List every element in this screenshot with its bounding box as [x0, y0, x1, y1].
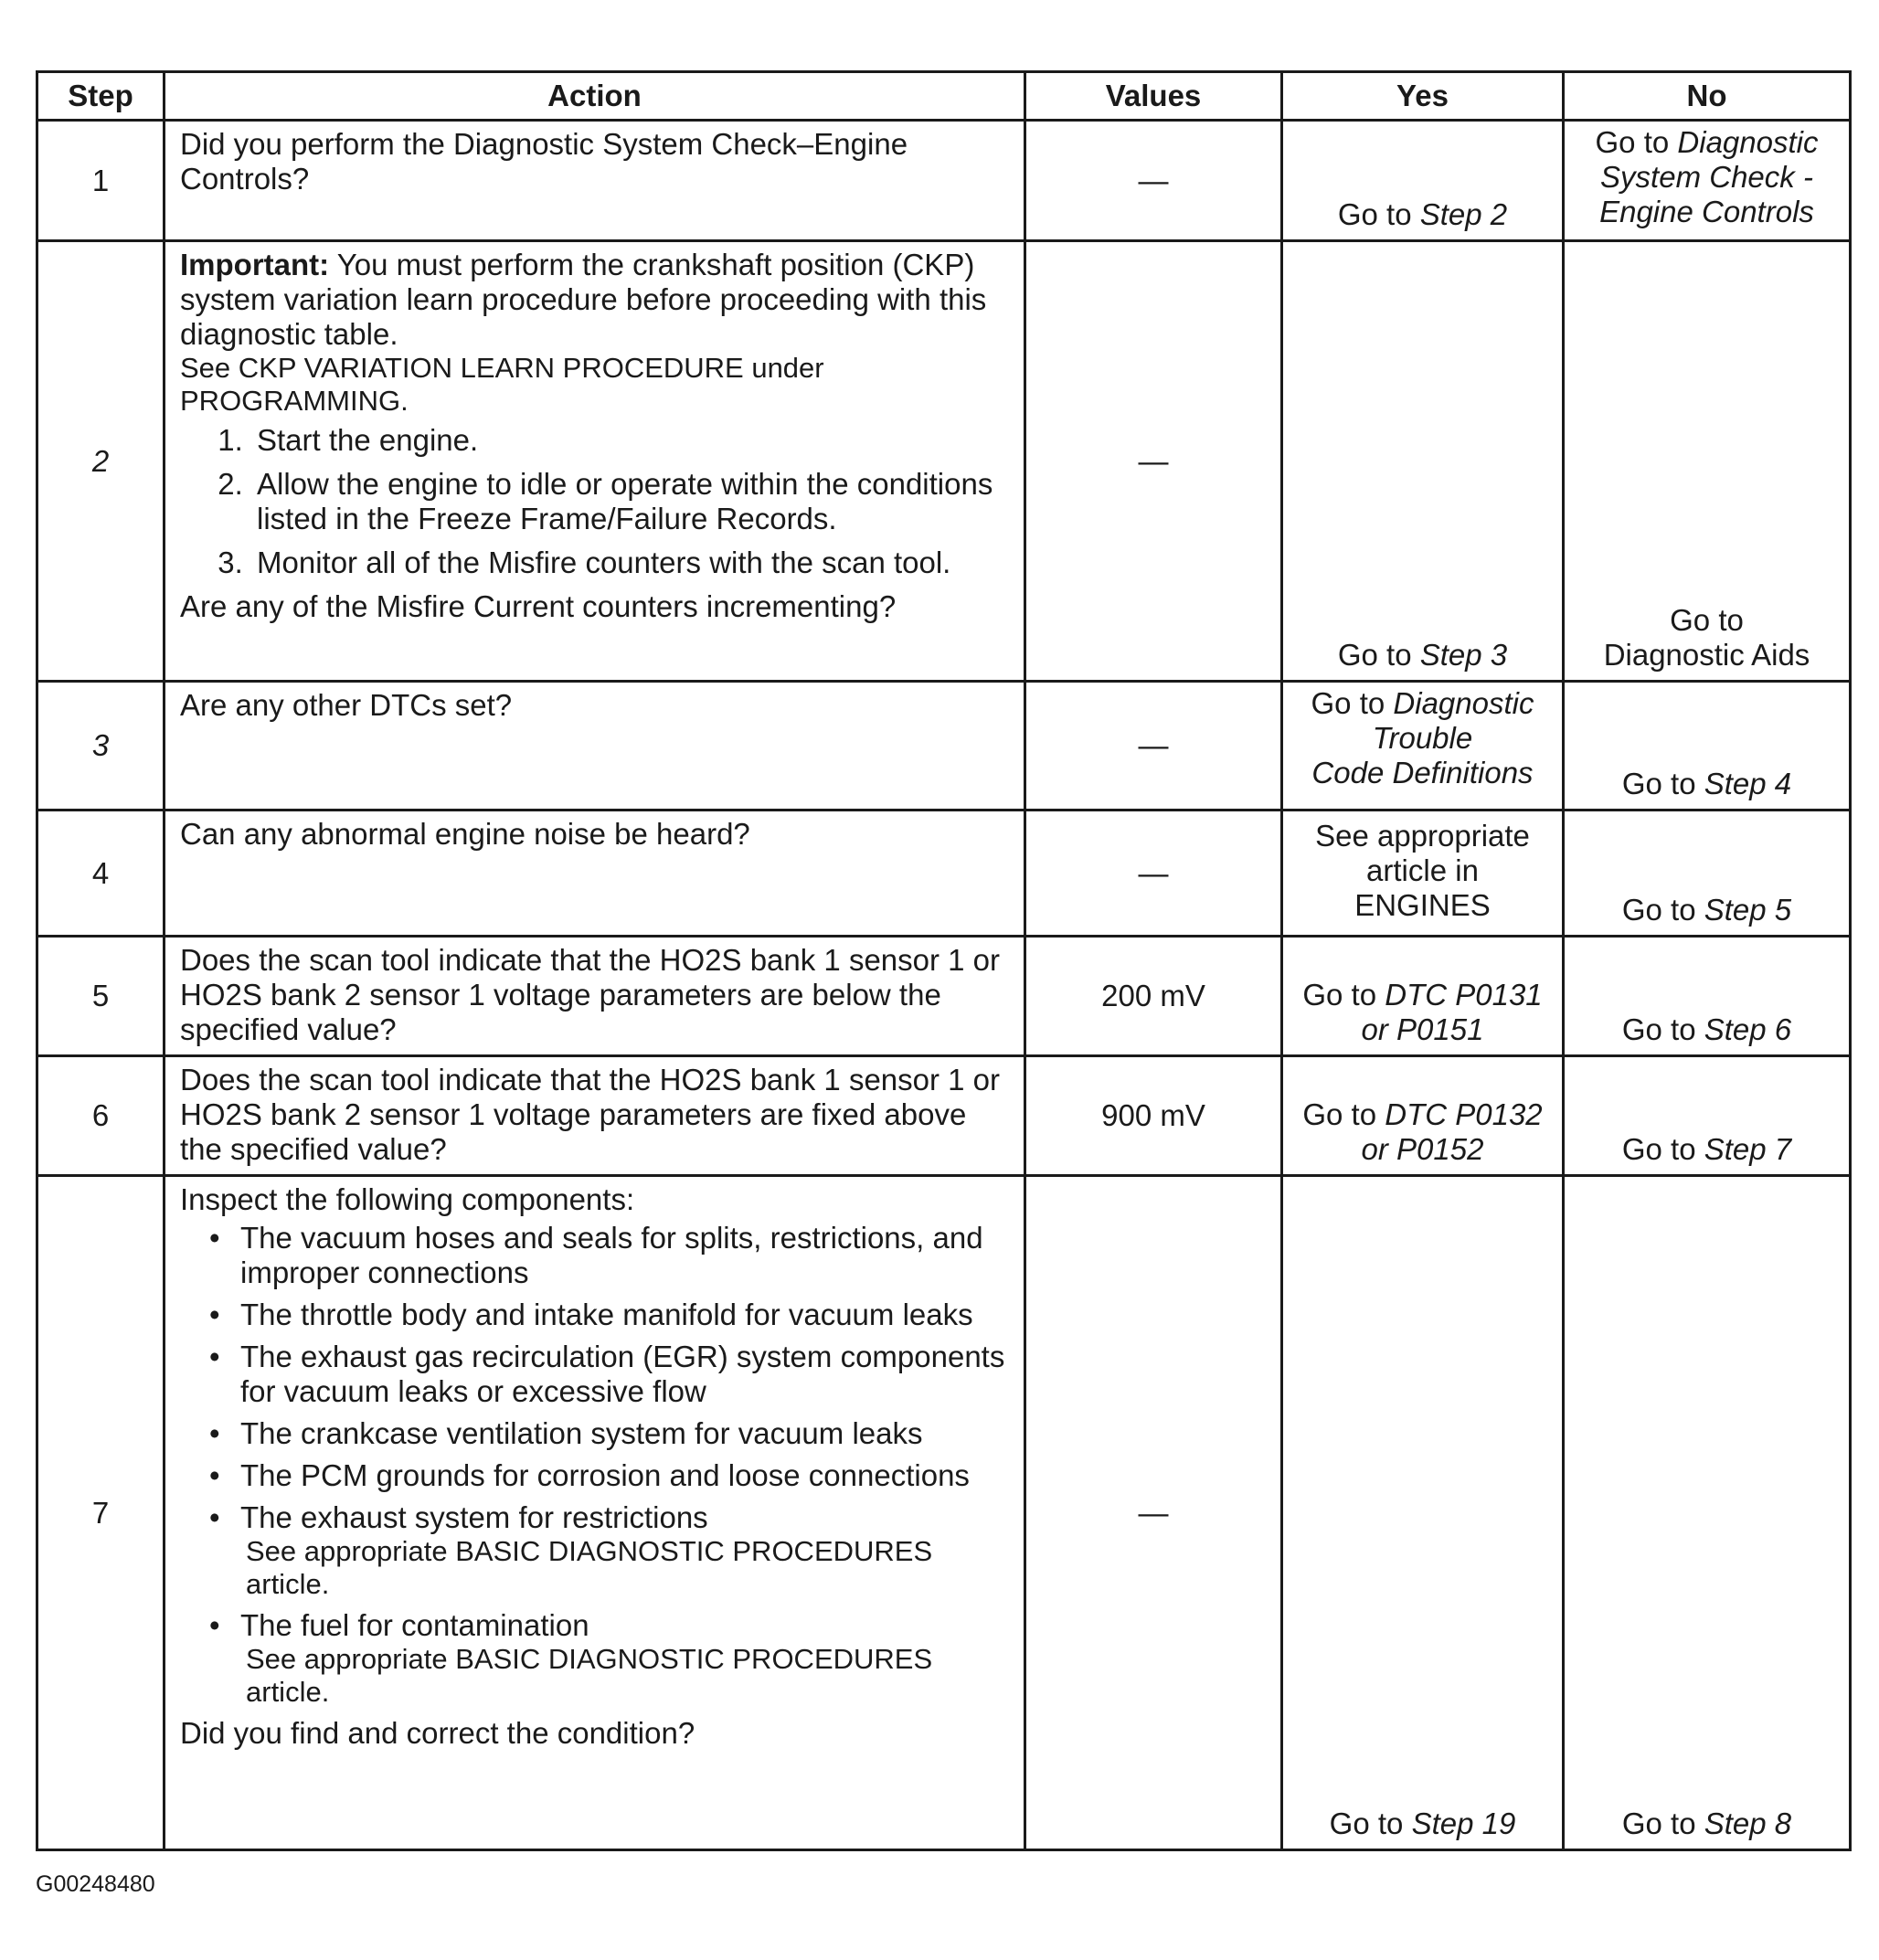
yes-prefix: Go to [1302, 978, 1385, 1012]
step-number: 5 [37, 937, 165, 1056]
component-list [180, 1221, 1011, 1709]
table-row [37, 121, 1851, 241]
yes-link[interactable]: Step 19 [1411, 1806, 1516, 1840]
yes-cell [1282, 241, 1564, 682]
action-text: Did you perform the Diagnostic System Check–Engine Controls? [165, 121, 1025, 241]
see-reference: See CKP VARIATION LEARN PROCEDURE under PROGRAMMING. [180, 352, 824, 417]
header-step: Step [37, 72, 165, 121]
yes-cell [1282, 1176, 1564, 1850]
yes-link[interactable]: Code Definitions [1311, 756, 1534, 789]
question-text: Did you find and correct the condition? [180, 1716, 695, 1750]
step-number: 6 [37, 1056, 165, 1176]
header-no: No [1564, 72, 1851, 121]
no-cell [1564, 121, 1851, 241]
yes-prefix: Go to [1337, 197, 1420, 231]
header-action: Action [165, 72, 1025, 121]
step-number: 4 [37, 810, 165, 937]
list-item: • The exhaust system for restrictions See appropriate BASIC DIAGNOSTIC PROCEDURES article. [180, 1500, 1011, 1601]
no-cell [1564, 1176, 1851, 1850]
action-cell [165, 241, 1025, 682]
important-note [180, 248, 1011, 352]
action-text: Are any other DTCs set? [165, 682, 1025, 810]
yes-link[interactable]: Step 2 [1419, 197, 1508, 231]
yes-cell [1282, 1056, 1564, 1176]
list-item: • The exhaust gas recirculation (EGR) system components for vacuum leaks or excessive flow [209, 1340, 1005, 1408]
important-text: You must perform the crankshaft position (CKP) system variation learn procedure before proceeding with this diagnostic table. [180, 248, 987, 351]
no-link[interactable]: Step 5 [1704, 893, 1792, 927]
yes-prefix: Go to [1302, 1097, 1385, 1131]
yes-prefix: Go to [1311, 686, 1394, 720]
no-cell [1564, 241, 1851, 682]
yes-link[interactable]: Trouble [1372, 721, 1473, 755]
yes-link[interactable]: Step 3 [1419, 638, 1508, 672]
yes-cell [1282, 682, 1564, 810]
yes-prefix: Go to [1329, 1806, 1412, 1840]
important-label: Important: [180, 248, 330, 281]
yes-link[interactable]: DTC P0132 [1385, 1097, 1543, 1131]
yes-link[interactable]: or P0151 [1361, 1012, 1484, 1046]
intro-text: Inspect the following components: [180, 1182, 635, 1216]
table-row [37, 682, 1851, 810]
yes-link[interactable]: DTC P0131 [1385, 978, 1543, 1012]
action-cell [165, 1176, 1025, 1850]
figure-code: G00248480 [36, 1871, 155, 1897]
header-yes: Yes [1282, 72, 1564, 121]
value-cell: 200 mV [1025, 937, 1282, 1056]
no-link[interactable]: Step 7 [1704, 1132, 1792, 1166]
no-link[interactable]: Step 8 [1704, 1806, 1792, 1840]
header-values: Values [1025, 72, 1282, 121]
list-item: • The crankcase ventilation system for vacuum leaks [209, 1416, 923, 1450]
no-cell [1564, 1056, 1851, 1176]
header-row [37, 72, 1851, 121]
no-cell [1564, 937, 1851, 1056]
list-item: 1. Start the engine. [251, 423, 1011, 458]
no-cell [1564, 810, 1851, 937]
diagnostic-table [36, 70, 1852, 1851]
step-number: 7 [37, 1176, 165, 1850]
list-item: • The throttle body and intake manifold for vacuum leaks [209, 1298, 973, 1331]
yes-cell [1282, 937, 1564, 1056]
no-prefix: Go to [1621, 1132, 1704, 1166]
yes-line: article in [1366, 853, 1479, 887]
yes-line: See appropriate [1315, 819, 1530, 853]
yes-cell [1282, 810, 1564, 937]
yes-link[interactable]: Diagnostic [1393, 686, 1534, 720]
yes-link[interactable]: or P0152 [1361, 1132, 1484, 1166]
no-prefix: Go to [1621, 1806, 1704, 1840]
value-cell: — [1025, 121, 1282, 241]
no-cell [1564, 682, 1851, 810]
list-item: • The vacuum hoses and seals for splits, restrictions, and improper connections [209, 1221, 983, 1289]
table-row [37, 1056, 1851, 1176]
no-prefix: Go to [1621, 767, 1704, 800]
no-line: Go to [1670, 603, 1744, 637]
list-item: • The fuel for contamination See appropriate BASIC DIAGNOSTIC PROCEDURES article. [180, 1608, 1011, 1709]
see-reference: See appropriate BASIC DIAGNOSTIC PROCEDURES article. [246, 1643, 933, 1708]
value-cell: — [1025, 241, 1282, 682]
no-link[interactable]: Step 4 [1704, 767, 1792, 800]
list-item: 2. Allow the engine to idle or operate within the conditions listed in the Freeze Frame/Failure Records. [251, 467, 1011, 536]
step-number: 3 [37, 682, 165, 810]
no-prefix: Go to [1595, 125, 1678, 159]
value-cell: — [1025, 1176, 1282, 1850]
value-cell: — [1025, 810, 1282, 937]
table-row [37, 241, 1851, 682]
action-text: Does the scan tool indicate that the HO2S bank 1 sensor 1 or HO2S bank 2 sensor 1 voltage parameters are below the specified value? [165, 937, 1025, 1056]
no-link[interactable]: Diagnostic System Check - Engine Controls [1599, 125, 1819, 228]
table-row [37, 937, 1851, 1056]
table-row [37, 810, 1851, 937]
step-number: 1 [37, 121, 165, 241]
table-row [37, 1176, 1851, 1850]
no-link[interactable]: Step 6 [1704, 1012, 1792, 1046]
action-text: Can any abnormal engine noise be heard? [165, 810, 1025, 937]
yes-prefix: Go to [1337, 638, 1420, 672]
no-prefix: Go to [1621, 893, 1704, 927]
procedure-steps [180, 423, 1011, 580]
question-text: Are any of the Misfire Current counters incrementing? [180, 589, 897, 623]
step-number: 2 [37, 241, 165, 682]
see-reference: See appropriate BASIC DIAGNOSTIC PROCEDURES article. [246, 1535, 933, 1600]
value-cell: — [1025, 682, 1282, 810]
list-item: 3. Monitor all of the Misfire counters with the scan tool. [251, 546, 1011, 580]
list-item: • The PCM grounds for corrosion and loose connections [209, 1458, 970, 1492]
value-cell: 900 mV [1025, 1056, 1282, 1176]
no-prefix: Go to [1621, 1012, 1704, 1046]
yes-cell [1282, 121, 1564, 241]
no-link[interactable]: Diagnostic Aids [1603, 638, 1810, 672]
yes-line: ENGINES [1354, 888, 1491, 922]
action-text: Does the scan tool indicate that the HO2S bank 1 sensor 1 or HO2S bank 2 sensor 1 voltage parameters are fixed above the specified value? [165, 1056, 1025, 1176]
